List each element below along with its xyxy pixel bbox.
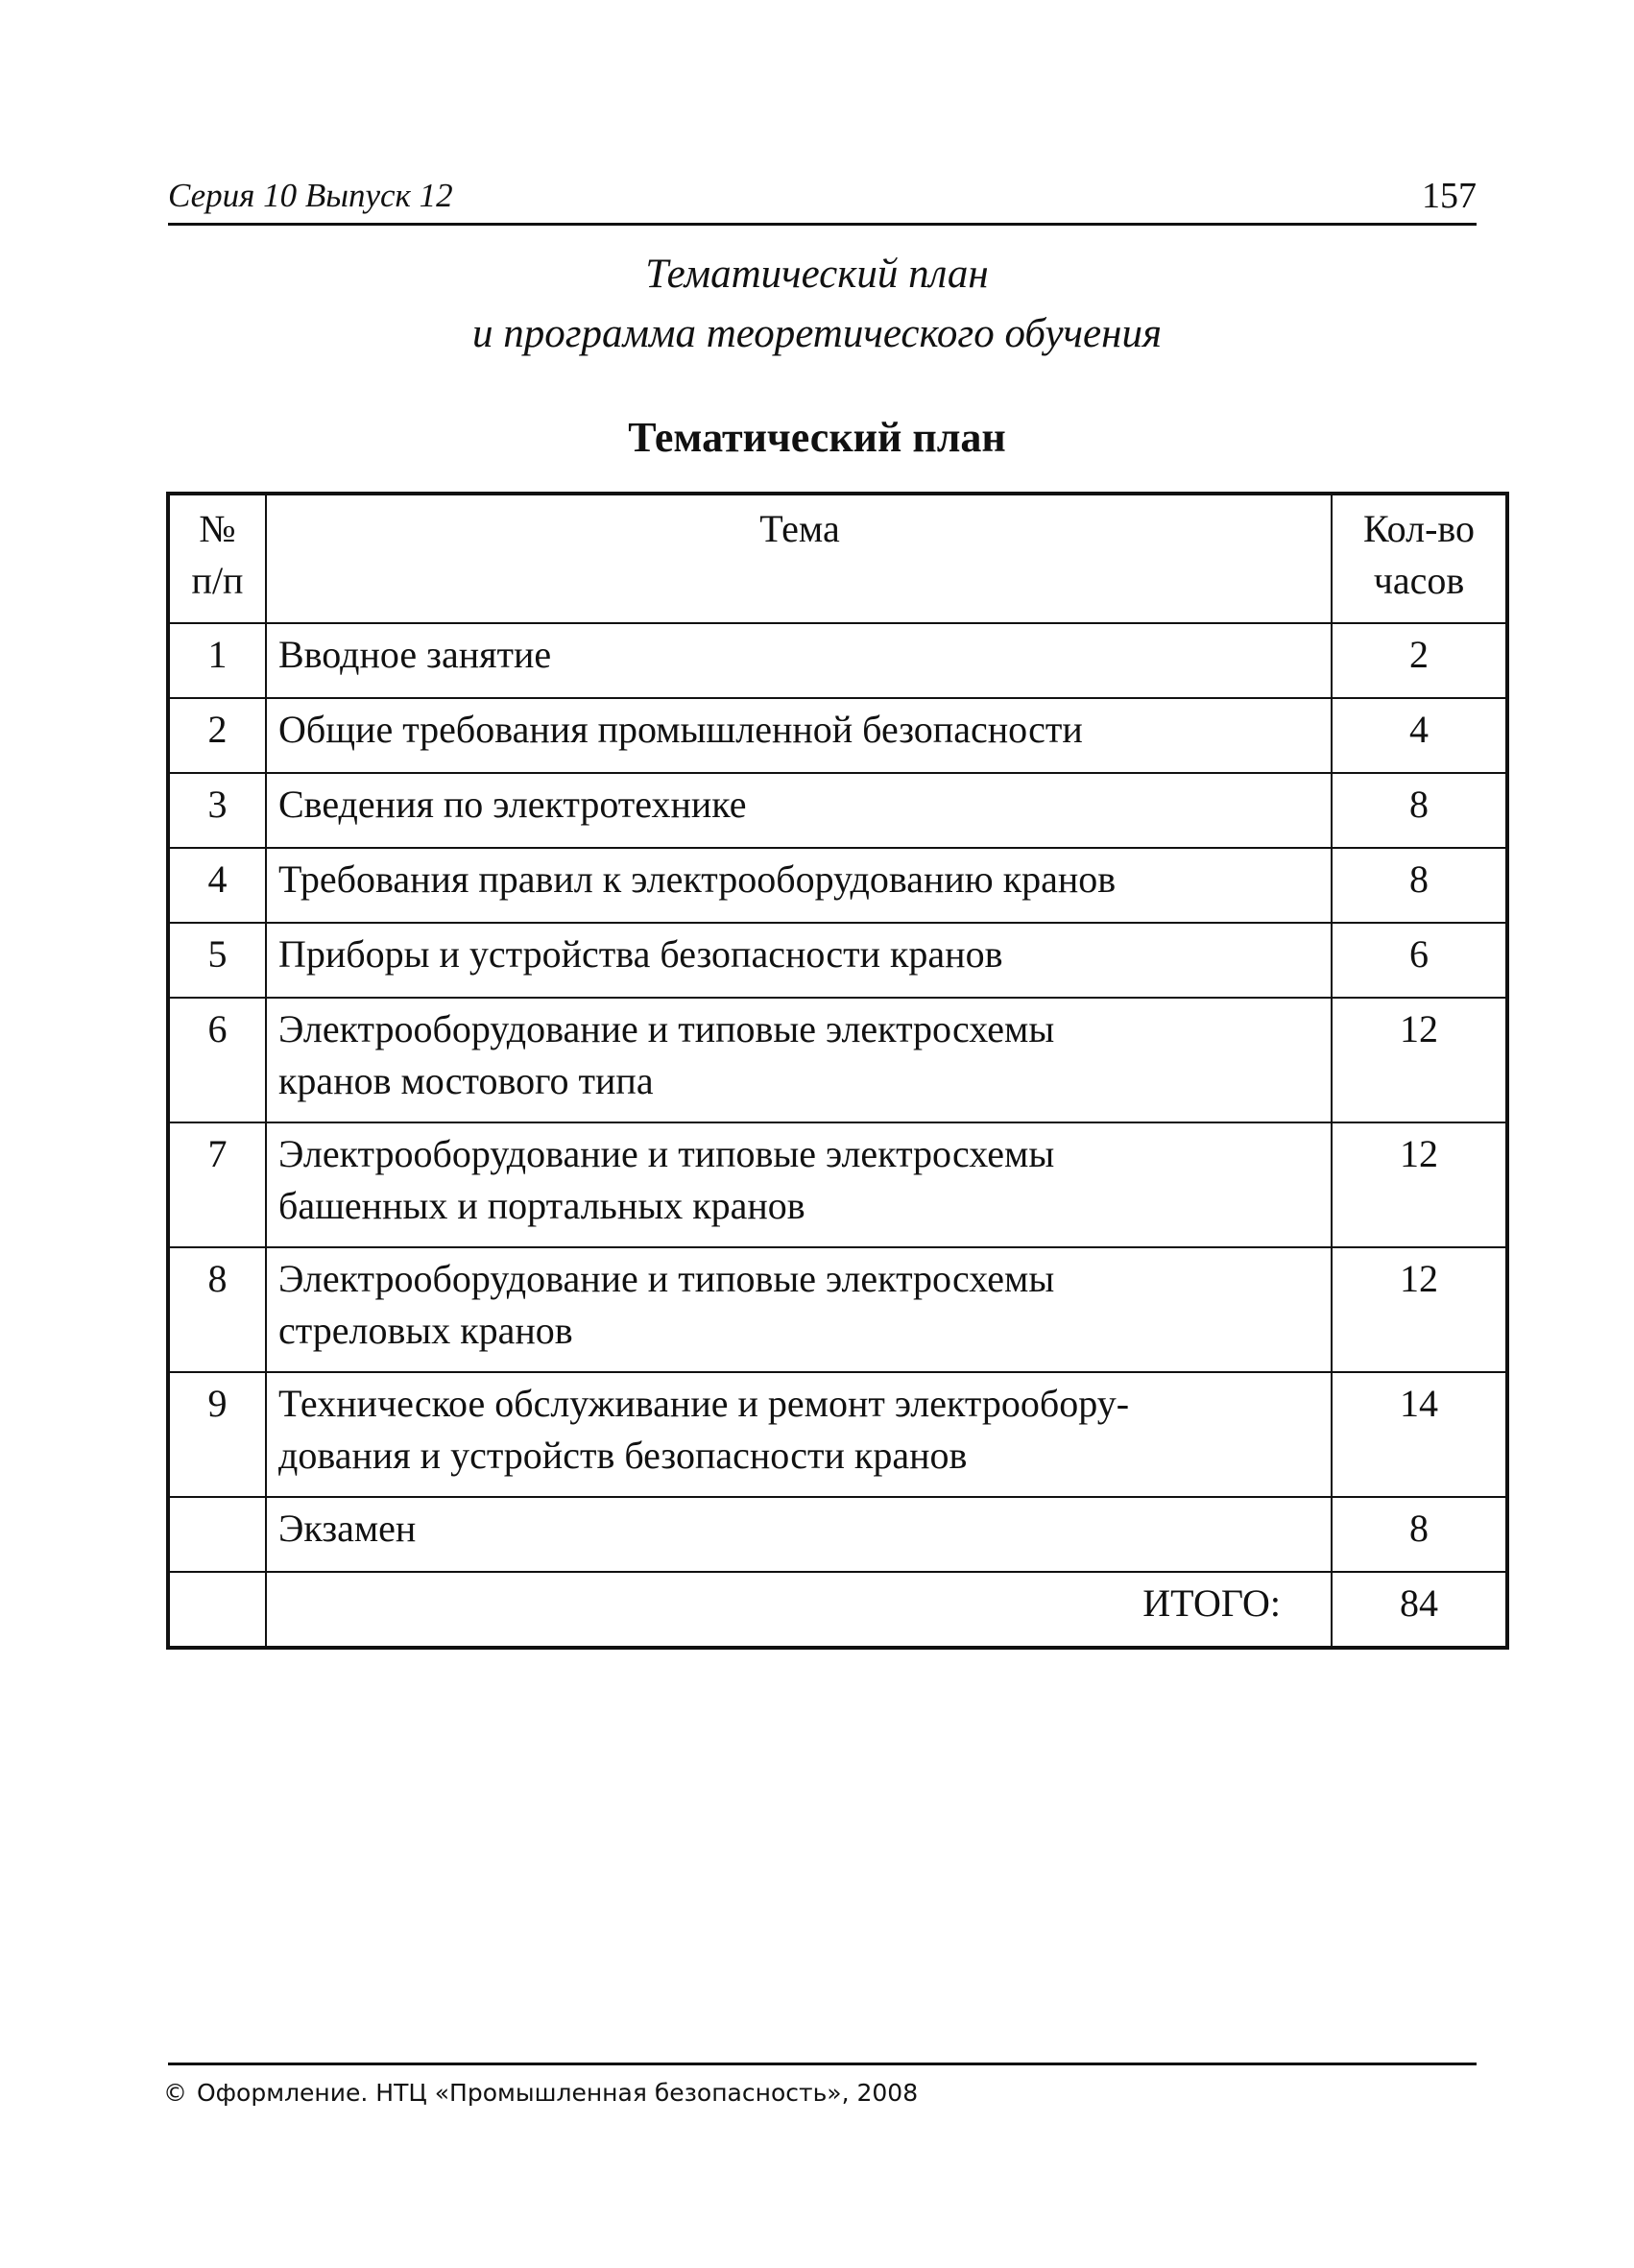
table-row [168, 923, 1507, 998]
table-row [168, 1122, 1507, 1247]
row-number: 3 [168, 773, 266, 848]
row-topic-line: Электрооборудование и типовые электросхемы [278, 1007, 1055, 1050]
copyright-icon: © [163, 2079, 187, 2107]
row-hours: 12 [1332, 998, 1507, 1122]
row-topic [266, 998, 1332, 1122]
table-total-row [168, 1572, 1507, 1648]
table-row [168, 1497, 1507, 1572]
table-row [168, 1372, 1507, 1497]
table-row [168, 773, 1507, 848]
row-topic: Приборы и устройства безопасности кранов [266, 923, 1332, 998]
row-hours: 12 [1332, 1122, 1507, 1247]
row-topic-line: дования и устройств безопасности кранов [278, 1434, 968, 1477]
header-number-line-1: № [199, 507, 236, 550]
row-hours: 8 [1332, 773, 1507, 848]
page-number: 157 [1422, 176, 1477, 216]
row-topic: Вводное занятие [266, 623, 1332, 698]
row-topic: Общие требования промышленной безопасности [266, 698, 1332, 773]
section-title-line-1: Тематический план [645, 252, 989, 297]
table-row [168, 623, 1507, 698]
header-topic: Тема [266, 494, 1332, 623]
copyright-text: Оформление. НТЦ «Промышленная безопасность», 2008 [197, 2079, 919, 2107]
row-hours: 12 [1332, 1247, 1507, 1372]
thematic-plan-table [166, 492, 1509, 1650]
row-number: 2 [168, 698, 266, 773]
header-hours-line-1: Кол-во [1362, 507, 1476, 550]
table-row [168, 848, 1507, 923]
row-number: 7 [168, 1122, 266, 1247]
running-header [168, 175, 1477, 226]
header-hours-line-2: часов [1373, 559, 1465, 602]
row-topic [266, 1372, 1332, 1497]
total-number-cell [168, 1572, 266, 1648]
footer-divider [168, 2063, 1477, 2065]
row-topic-line: Электрооборудование и типовые электросхемы [278, 1132, 1055, 1175]
row-topic-line: стреловых кранов [278, 1309, 573, 1352]
row-topic: Требования правил к электрооборудованию кранов [266, 848, 1332, 923]
series-issue-label: Серия 10 Выпуск 12 [168, 177, 453, 214]
row-hours: 6 [1332, 923, 1507, 998]
row-number: 5 [168, 923, 266, 998]
row-number: 8 [168, 1247, 266, 1372]
row-number [168, 1497, 266, 1572]
row-number: 4 [168, 848, 266, 923]
table-row [168, 698, 1507, 773]
section-title [0, 245, 1634, 364]
row-topic [266, 1122, 1332, 1247]
table-row [168, 998, 1507, 1122]
row-hours: 8 [1332, 848, 1507, 923]
section-title-line-2: и программа теоретического обучения [472, 311, 1162, 356]
row-hours: 4 [1332, 698, 1507, 773]
header-number-line-2: п/п [191, 559, 244, 602]
row-topic-line: Техническое обслуживание и ремонт электрообору- [278, 1382, 1130, 1425]
row-topic-line: кранов мостового типа [278, 1059, 654, 1102]
table-header-row [168, 494, 1507, 623]
row-topic-line: башенных и портальных кранов [278, 1184, 805, 1227]
total-hours: 84 [1332, 1572, 1507, 1648]
total-label: ИТОГО: [266, 1572, 1332, 1648]
row-topic: Сведения по электротехнике [266, 773, 1332, 848]
header-hours [1332, 494, 1507, 623]
copyright-footer [163, 2076, 918, 2111]
row-number: 9 [168, 1372, 266, 1497]
row-topic: Экзамен [266, 1497, 1332, 1572]
row-hours: 2 [1332, 623, 1507, 698]
header-number [168, 494, 266, 623]
row-number: 6 [168, 998, 266, 1122]
row-number: 1 [168, 623, 266, 698]
table-row [168, 1247, 1507, 1372]
row-hours: 14 [1332, 1372, 1507, 1497]
row-topic-line: Электрооборудование и типовые электросхемы [278, 1257, 1055, 1300]
row-hours: 8 [1332, 1497, 1507, 1572]
plan-title: Тематический план [628, 414, 1006, 461]
row-topic [266, 1247, 1332, 1372]
